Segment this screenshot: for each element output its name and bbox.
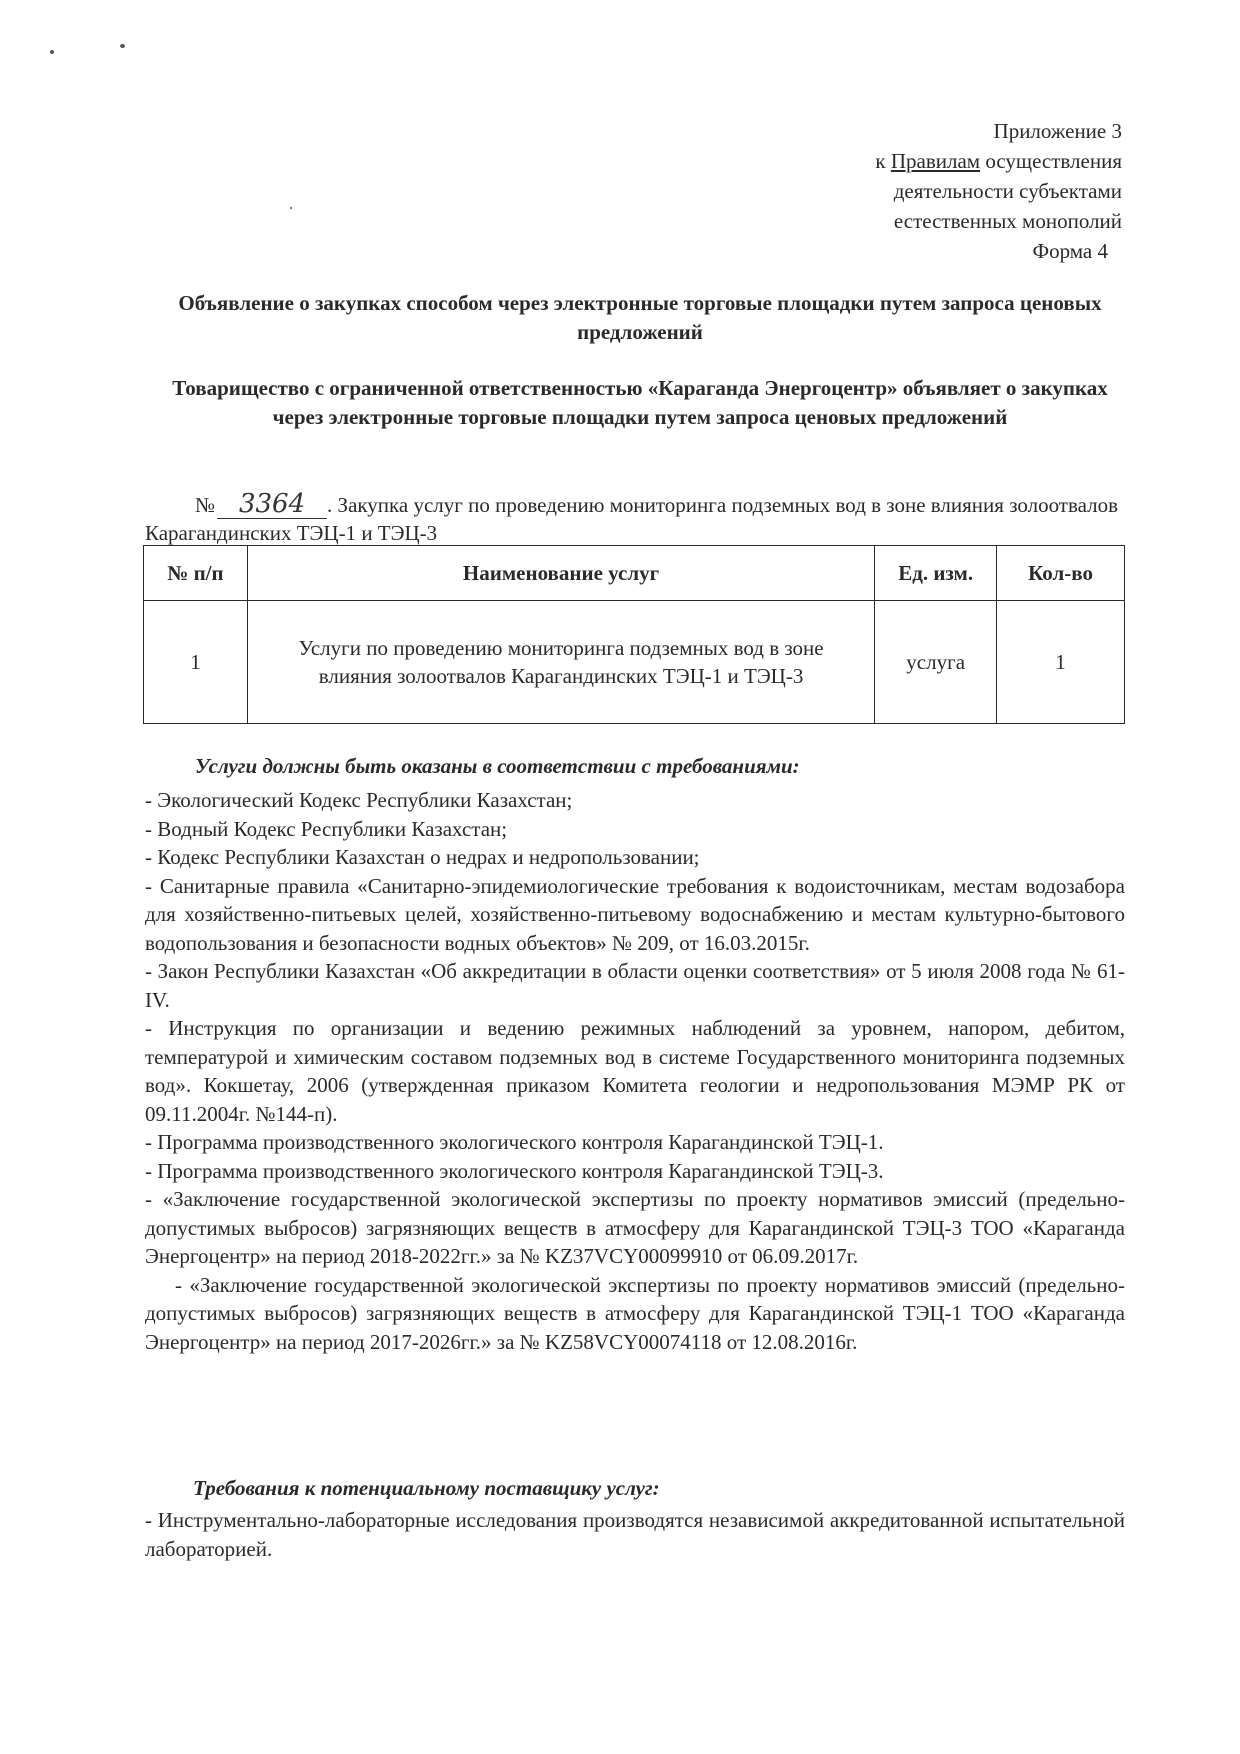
lot-number: 3364: [217, 490, 327, 519]
appendix-line: Форма 4: [1032, 239, 1108, 263]
supplier-list: [145, 1506, 1125, 1563]
list-item: - Водный Кодекс Республики Казахстан;: [145, 816, 508, 841]
cell-number: 1: [144, 601, 248, 724]
scan-speck: [120, 44, 125, 48]
header-quantity: Кол-во: [997, 546, 1125, 601]
table-header-row: [144, 546, 1125, 601]
lot-description: . Закупка услуг по проведению мониторинга подземных вод в зоне влияния золоотвалов Карагандинских ТЭЦ-1 и ТЭЦ-3: [145, 493, 1119, 545]
list-item: - Кодекс Республики Казахстан о недрах и недропользовании;: [145, 845, 700, 869]
list-item: - «Заключение государственной экологической экспертизы по проекту нормативов эмиссий (предельно-допустимых выбросов) загрязняющих веществ в атмосферу для Карагандинской ТЭЦ-1 ТОО «Караганда Энергоцентр» на период 2017-2026гг.» за № KZ58VCY00074118 от 12.08.2016г.: [145, 1272, 1125, 1354]
rules-link[interactable]: Правилам: [890, 149, 981, 173]
document-title: Объявление о закупках способом через электронные торговые площадки путем запроса ценовых предложений: [178, 291, 1102, 344]
lot-number-sign: №: [195, 493, 216, 517]
list-item: - Программа производственного экологического контроля Карагандинской ТЭЦ-1.: [145, 1130, 884, 1154]
requirements-heading: Услуги должны быть оказаны в соответствии с требованиями:: [195, 754, 800, 778]
header-number: № п/п: [144, 546, 248, 601]
lot-line: [145, 490, 1120, 547]
appendix-text: к: [875, 149, 891, 173]
document-subtitle: Товарищество с ограниченной ответственностью «Караганда Энергоцентр» объявляет о закупках через электронные торговые площадки путем запроса ценовых предложений: [172, 376, 1108, 429]
header-service-name: Наименование услуг: [247, 546, 874, 601]
appendix-line: деятельности субъектами: [893, 179, 1122, 203]
scan-speck: [50, 50, 54, 54]
list-item: - Инструментально-лабораторные исследования производятся независимой аккредитованной испытательной лабораторией.: [145, 1508, 1125, 1561]
cell-unit: услуга: [875, 601, 997, 724]
appendix-text: осуществления: [980, 149, 1122, 173]
supplier-heading: Требования к потенциальному поставщику услуг:: [193, 1476, 660, 1500]
appendix-line: [702, 146, 1122, 176]
cell-quantity: 1: [997, 601, 1125, 724]
list-item: - Закон Республики Казахстан «Об аккредитации в области оценки соответствия» от 5 июля 2008 года № 61-IV.: [145, 959, 1125, 1012]
requirements-list: [145, 786, 1125, 1356]
appendix-line: естественных монополий: [893, 209, 1122, 233]
list-item: - «Заключение государственной экологической экспертизы по проекту нормативов эмиссий (предельно-допустимых выбросов) загрязняющих веществ в атмосферу для Карагандинской ТЭЦ-3 ТОО «Караганда Энергоцентр» на период 2018-2022гг.» за № KZ37VCY00099910 от 06.09.2017г.: [145, 1187, 1125, 1268]
list-item: - Экологический Кодекс Республики Казахстан;: [145, 788, 573, 812]
appendix-block: [702, 116, 1122, 266]
list-item: - Санитарные правила «Санитарно-эпидемиологические требования к водоисточникам, местам водозабора для хозяйственно-питьевых целей, хозяйственно-питьевому водоснабжению и местам культурно-бытового водопользования и безопасности водных объектов» № 209, от 16.03.2015г.: [145, 873, 1125, 955]
list-item: - Программа производственного экологического контроля Карагандинской ТЭЦ-3.: [145, 1158, 884, 1183]
cell-service-name: Услуги по проведению мониторинга подземных вод в зоне влияния золоотвалов Карагандинских ТЭЦ-1 и ТЭЦ-3: [247, 601, 874, 724]
services-table: [143, 545, 1125, 724]
appendix-line: Приложение 3: [993, 119, 1122, 143]
header-unit: Ед. изм.: [875, 546, 997, 601]
list-item: - Инструкция по организации и ведению режимных наблюдений за уровнем, напором, дебитом, температурой и химическим составом подземных вод в системе Государственного мониторинга подземных вод». Кокшетау, 2006 (утвержденная приказом Комитета геологии и недропользования МЭМР РК от 09.11.2004г. №144-п).: [145, 1016, 1125, 1126]
scan-speck: [290, 207, 292, 209]
table-row: [144, 601, 1125, 724]
